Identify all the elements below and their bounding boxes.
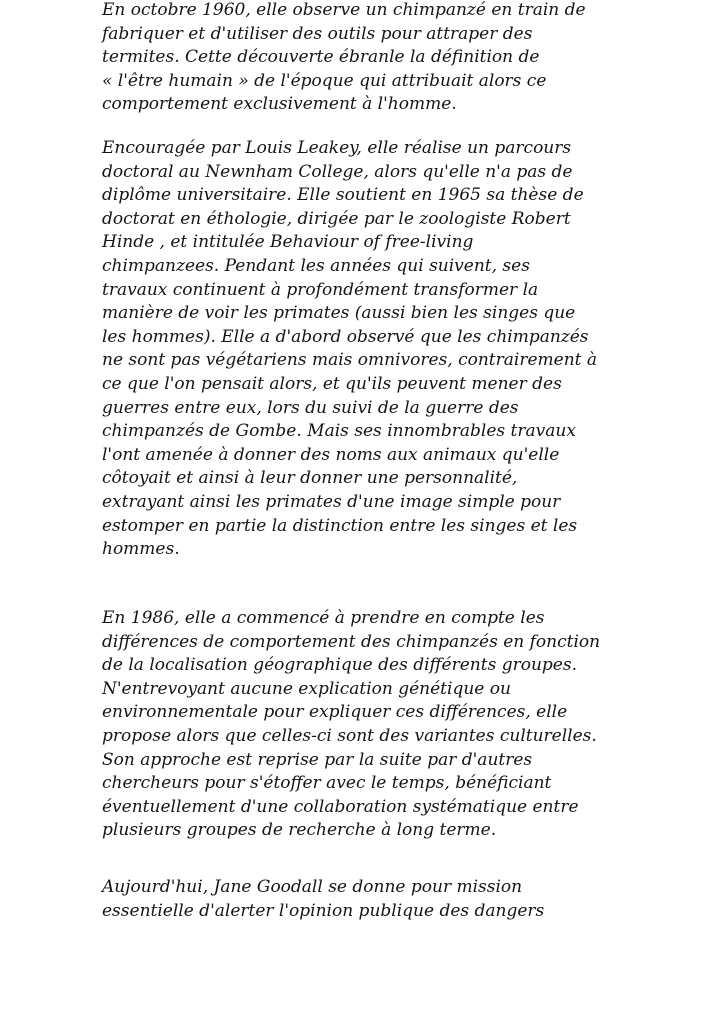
text-line: En 1986, elle a commencé à prendre en compte les: [102, 608, 545, 628]
text-line: chimpanzés de Gombe. Mais ses innombrables travaux: [102, 421, 576, 442]
text-line: Encouragée par Louis Leakey, elle réalise un parcours: [102, 138, 572, 158]
text-line: Son approche est reprise par la suite par d'autres: [102, 749, 533, 770]
text-line: l'ont amenée à donner des noms aux animaux qu'elle: [102, 444, 560, 465]
text-line: plusieurs groupes de recherche à long terme.: [102, 820, 497, 841]
text-line: « l'être humain » de l'époque qui attribuait alors ce: [102, 70, 547, 91]
text-line: fabriquer et d'utiliser des outils pour attraper des: [102, 23, 533, 44]
text-line: guerres entre eux, lors du suivi de la guerre des: [102, 397, 519, 418]
text-line: comportement exclusivement à l'homme.: [102, 94, 457, 115]
paragraph-1: [102, 0, 586, 117]
text-line: estomper en partie la distinction entre les singes et les: [102, 515, 578, 536]
paragraph-4: [102, 876, 544, 923]
text-line: Hinde , et intitulée Behaviour of free-living: [102, 232, 474, 253]
paragraph-3: [102, 607, 600, 843]
text-line: diplôme universitaire. Elle soutient en 1965 sa thèse de: [102, 185, 584, 206]
text-line: côtoyait et ainsi à leur donner une personnalité,: [102, 468, 518, 489]
text-line: propose alors que celles-ci sont des variantes culturelles.: [102, 725, 597, 746]
text-line: doctorat en éthologie, dirigée par le zoologiste Robert: [102, 208, 571, 229]
text-line: chercheurs pour s'étoffer avec le temps, bénéficiant: [102, 773, 552, 794]
text-line: éventuellement d'une collaboration systématique entre: [102, 796, 579, 817]
text-line: extrayant ainsi les primates d'une image simple pour: [102, 491, 561, 512]
text-line: ce que l'on pensait alors, et qu'ils peuvent mener des: [102, 373, 562, 394]
text-line: Aujourd'hui, Jane Goodall se donne pour mission: [102, 877, 523, 897]
paragraph-2: [102, 137, 597, 562]
text-line: les hommes). Elle a d'abord observé que les chimpanzés: [102, 326, 589, 347]
text-line: N'entrevoyant aucune explication génétique ou: [102, 678, 511, 699]
text-line: hommes.: [102, 539, 180, 560]
text-line: travaux continuent à profondément transformer la: [102, 279, 539, 300]
text-line: différences de comportement des chimpanzés en fonction: [102, 631, 601, 652]
text-line: de la localisation géographique des différents groupes.: [102, 655, 577, 676]
text-line: essentielle d'alerter l'opinion publique des dangers: [102, 900, 545, 921]
text-line: doctoral au Newnham College, alors qu'elle n'a pas de: [102, 161, 573, 182]
text-line: ne sont pas végétariens mais omnivores, contrairement à: [102, 350, 598, 371]
text-line: manière de voir les primates (aussi bien les singes que: [102, 303, 576, 324]
text-line: termites. Cette découverte ébranle la définition de: [102, 47, 540, 68]
text-line: En octobre 1960, elle observe un chimpanzé en train de: [102, 0, 586, 20]
text-line: chimpanzees. Pendant les années qui suivent, ses: [102, 255, 530, 276]
text-line: environnementale pour expliquer ces différences, elle: [102, 702, 568, 723]
